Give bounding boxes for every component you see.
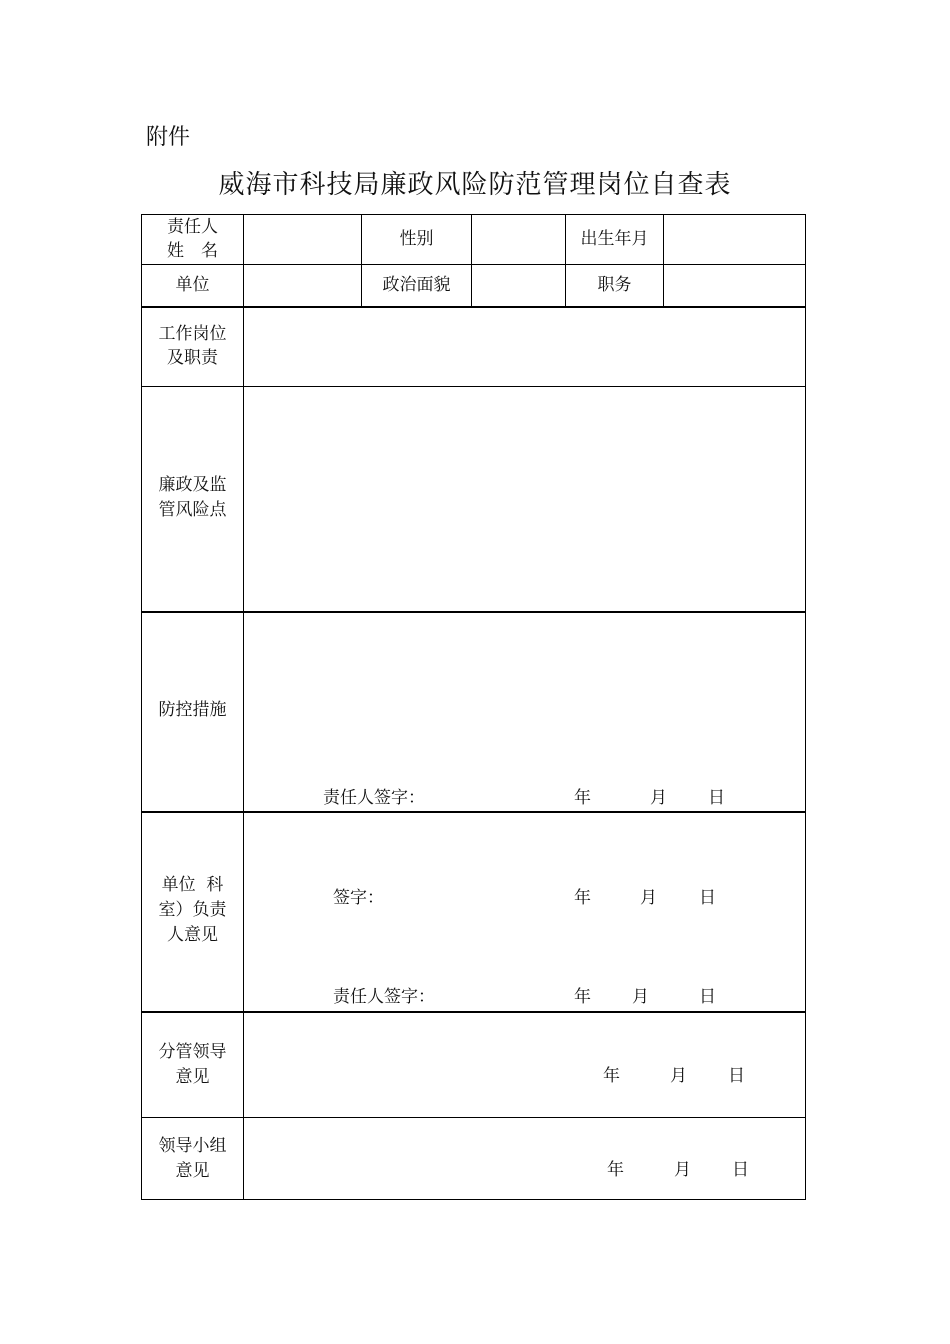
duty-label-line2: 及职责 [167, 348, 218, 368]
table-rule [141, 1011, 806, 1013]
unit-opinion-year-2: 年 [574, 987, 591, 1007]
unit-opinion-label-line1: 单位 科 [161, 875, 224, 895]
leader-opinion-label-line2: 意见 [175, 1067, 210, 1087]
group-opinion-label-line2: 意见 [175, 1161, 210, 1181]
group-opinion-day: 日 [732, 1160, 749, 1180]
leader-opinion-label-line1: 分管领导 [158, 1042, 227, 1062]
measures-month: 月 [650, 788, 667, 808]
unit-opinion-day: 日 [699, 888, 716, 908]
leader-opinion-month: 月 [670, 1066, 687, 1086]
gender-label: 性别 [399, 229, 434, 249]
risk-label-line1: 廉政及监 [158, 475, 227, 495]
table-column-rule [471, 214, 472, 307]
leader-opinion-day: 日 [728, 1066, 745, 1086]
birth-label: 出生年月 [580, 229, 649, 249]
page-title: 威海市科技局廉政风险防范管理岗位自查表 [218, 170, 732, 200]
position-label: 职务 [597, 275, 632, 295]
unit-opinion-label-line2: 室）负责 [158, 900, 227, 920]
table-rule [141, 386, 806, 387]
measures-day: 日 [708, 788, 725, 808]
leader-opinion-year: 年 [603, 1066, 620, 1086]
measures-sign-label: 责任人签字： [323, 788, 425, 808]
unit-opinion-month: 月 [640, 888, 657, 908]
name-label-line1: 责任人 [167, 217, 218, 237]
table-rule [141, 811, 806, 813]
table-rule [141, 1117, 806, 1118]
group-opinion-year: 年 [607, 1160, 624, 1180]
duty-label-line1: 工作岗位 [158, 324, 227, 344]
unit-opinion-month-2: 月 [632, 987, 649, 1007]
table-rule [141, 264, 806, 265]
risk-label-line2: 管风险点 [158, 500, 227, 520]
group-opinion-label-line1: 领导小组 [158, 1136, 227, 1156]
unit-opinion-year: 年 [574, 888, 591, 908]
table-border-bottom [141, 1199, 806, 1200]
political-label: 政治面貌 [382, 275, 451, 295]
name-label-line2: 姓 名 [167, 241, 218, 261]
measures-label: 防控措施 [158, 700, 227, 720]
unit-opinion-sign-label-2: 责任人签字： [333, 987, 435, 1007]
measures-year: 年 [574, 788, 591, 808]
table-column-rule [663, 214, 664, 307]
unit-opinion-sign-label: 签字： [333, 888, 384, 908]
attachment-label: 附件 [146, 125, 191, 150]
group-opinion-month: 月 [674, 1160, 691, 1180]
table-border-right [805, 214, 806, 1200]
unit-opinion-day-2: 日 [699, 987, 716, 1007]
unit-label: 单位 [175, 275, 210, 295]
unit-opinion-label-line3: 人意见 [167, 925, 218, 945]
table-rule [141, 306, 806, 308]
table-column-rule [243, 214, 244, 1200]
table-rule [141, 611, 806, 613]
